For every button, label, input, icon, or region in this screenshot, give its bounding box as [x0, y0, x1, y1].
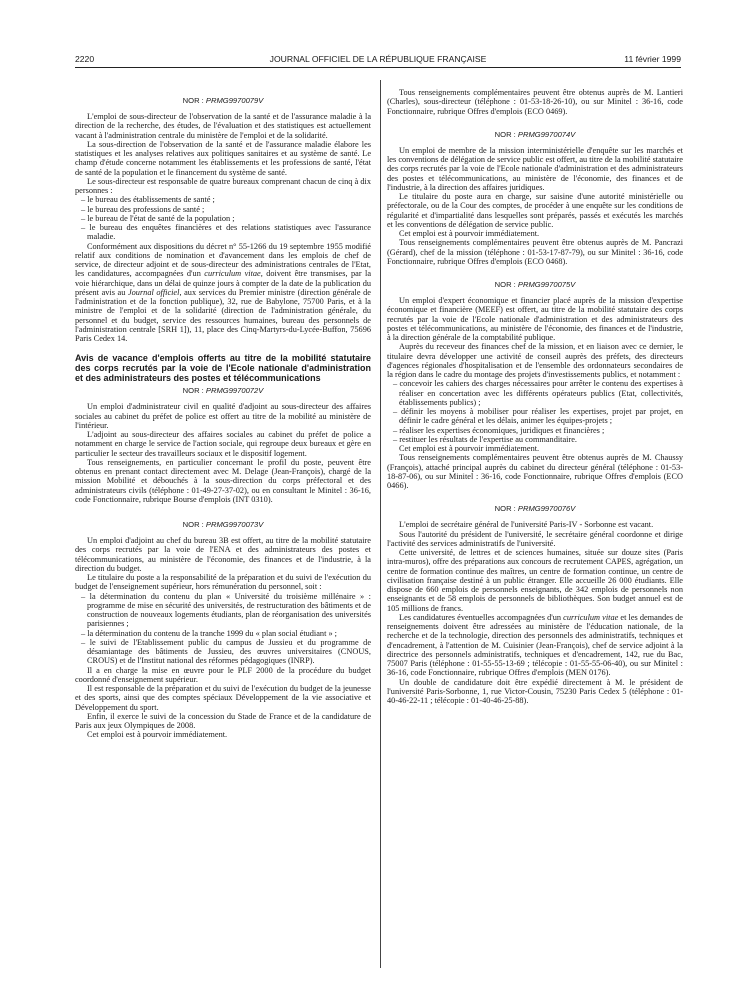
paragraph: Les candidatures éventuelles accompagnées d'un curriculum vitae et les demandes de renseignements doivent être adressées au ministère de l'éducation nationale, de la recherche et de la technologie, direction des personnels des administratifs, techniques et d'encadrement, à l'attention de M. Cuisinier (Jean-François), chef de service adjoint à la directrice des personnels administratifs, techniques et d'encadrement, 142, rue du Bac, 75007 Paris (téléphone : 01-55-55-13-69 ; télécopie : 01-55-55-06-40), ou sur Minitel : 36-16, code Fonctionnaire, rubrique Offres d'emplois (MEN 0176). — [387, 612, 683, 678]
paragraph: Il est responsable de la préparation et du suivi de l'exécution du budget de la jeunesse et des sports, ainsi que des comptes spéciaux Développement de la vie associative et Développement du sport. — [75, 684, 371, 712]
list-item: – concevoir les cahiers des charges nécessaires pour arrêter le contenu des expertises à réaliser en concertation avec les différents opérateurs publics (Etat, collectivités, établissements publics) ; — [393, 379, 683, 407]
paragraph: Tous renseignements complémentaires peuvent être obtenus auprès de M. Lantieri (Charles), sous-directeur (téléphone : 01-53-18-26-10), ou sur Minitel : 36-16, code Fonctionnaire, rubrique Offres d'emplois (ECO 0469). — [387, 88, 683, 116]
paragraph: Un emploi d'adjoint au chef du bureau 3B est offert, au titre de la mobilité statutaire des corps recrutés par la voie de l'ENA et des administrateurs des postes et télécommunications, au ministère de l'économie, des finances et de l'industrie, à la direction du budget. — [75, 536, 371, 573]
paragraph: Tous renseignements complémentaires peuvent être obtenus auprès de M. Pancrazi (Gérard), chef de la mission (téléphone : 01-53-17-87-79), ou sur Minitel : 36-16, code Fonctionnaire, rubrique Offres d'emplois (ECO 0468). — [387, 238, 683, 266]
paragraph: Sous l'autorité du président de l'université, le secrétaire général coordonne et dirige l'activité des services administratifs de l'université. — [387, 529, 683, 548]
list-item: – le bureau des enquêtes financières et des relations statistiques avec l'assurance maladie. — [81, 223, 371, 242]
issue-date: 11 février 1999 — [624, 54, 681, 64]
left-column — [75, 96, 371, 740]
paragraph: Enfin, il exerce le suivi de la concession du Stade de France et de la candidature de Paris aux jeux Olympiques de 2008. — [75, 711, 371, 730]
paragraph: Un emploi d'expert économique et financier placé auprès de la mission d'expertise économique et financière (MEEF) est offert, au titre de la mobilité statutaire des corps recrutés par la voie de l'Ecole nationale d'administration et des administrateurs des postes et télécommunications, au ministère de l'économie, des finances et de l'industrie, à la direction générale de la comptabilité publique. — [387, 296, 683, 342]
list-item: – définir les moyens à mobiliser pour réaliser les expertises, projet par projet, en définir le cadre général et les délais, animer les équipes-projets ; — [393, 407, 683, 426]
nor-reference: NOR : PRMG9970072V — [182, 386, 264, 396]
paragraph: L'adjoint au sous-directeur des affaires sociales au cabinet du préfet de police a notamment en charge le service de l'action sociale, qui regroupe deux bureaux et gère en particulier le secteur des travailleurs sociaux et le dispositif logement. — [75, 430, 371, 458]
journal-title: JOURNAL OFFICIEL DE LA RÉPUBLIQUE FRANÇAISE — [269, 54, 487, 64]
paragraph: Tous renseignements, en particulier concernant le profil du poste, peuvent être obtenus en prenant contact directement avec M. Delage (Jean-François), chargé de la mission Mobilité et débouchés à la sous-direction du corps préfectoral et des administrateurs civils (téléphone : 01-49-27-37-02), ou en consultant le Minitel : 36-16, code Fonctionnaire, rubrique Bourse d'emplois (INT 0310). — [75, 457, 371, 504]
paragraph: Un emploi de membre de la mission interministérielle d'enquête sur les marchés et les conventions de délégation de service public est offert, au titre de la mobilité statutaire des corps recrutés par la voie de l'Ecole nationale d'administration et des administrateurs des postes et télécommunications, au ministère de l'économie, des finances et de l'industrie, à la direction des affaires juridiques. — [387, 145, 683, 192]
nor-reference: NOR : PRMG9970074V — [494, 129, 576, 139]
list-item: – réaliser les expertises économiques, juridiques et financières ; — [393, 425, 605, 435]
section-title: Avis de vacance d'emplois offerts au titre de la mobilité statutaire des corps recrutés par la voie de l'Ecole nationale d'administration et des administrateurs des postes et télécommunications — [75, 353, 371, 384]
list-item: – la détermination du contenu du plan « Université du troisième millénaire » : programme de mise en sécurité des universités, de restructuration des bâtiments et de construction de nouveaux logements étudiants, plan de réorganisation des universités parisiennes ; — [81, 591, 371, 629]
task-list — [75, 592, 371, 666]
paragraph: Cet emploi est à pourvoir immédiatement. — [87, 730, 228, 740]
paragraph: L'emploi de sous-directeur de l'observation de la santé et de l'assurance maladie à la direction de la recherche, des études, de l'évaluation et des statistiques est actuellement vacant à l'administration centrale du ministère de l'emploi et de la solidarité. — [75, 112, 371, 140]
mission-list — [387, 379, 683, 444]
paragraph: Le sous-directeur est responsable de quatre bureaux comprenant chacun de cinq à dix personnes : — [75, 176, 371, 195]
paragraph: Cet emploi est à pourvoir immédiatement. — [399, 229, 540, 238]
paragraph: Le titulaire du poste aura en charge, sur saisine d'une autorité ministérielle ou préfectorale, ou de la Cour des comptes, de procéder à une enquête sur les conditions de régularité et d'impartialité dans lesquelles sont préparés, passés et exécutés les marchés et les conventions de délégation de service public. — [387, 192, 683, 229]
bureau-list — [75, 195, 371, 241]
paragraph: L'emploi de secrétaire général de l'université Paris-IV - Sorbonne est vacant. — [399, 520, 654, 530]
page-header — [75, 54, 681, 68]
paragraph: Tous renseignements complémentaires peuvent être obtenus auprès de M. Chaussy (François), attaché principal auprès du cabinet du directeur général (téléphone : 01-53-18-87-06), ou sur Minitel : 36-16, code Fonctionnaire, rubrique Offres d'emplois (ECO 0466). — [387, 453, 683, 490]
list-item: – le suivi de l'Etablissement public du campus de Jussieu et du programme de désamiantage des bâtiments de Jussieu, des œuvres universitaires (CNOUS, CROUS) et de l'Institut national des réformes pédagogiques (INRP). — [81, 637, 371, 666]
right-column — [387, 88, 683, 705]
nor-reference: NOR : PRMG9970079V — [182, 96, 264, 105]
column-divider — [380, 80, 381, 968]
list-item: – la détermination du contenu de la tranche 1999 du « plan social étudiant » ; — [81, 628, 337, 638]
list-item: – le bureau des professions de santé ; — [81, 204, 205, 214]
paragraph: Cette université, de lettres et de sciences humaines, située sur douze sites (Paris intra-muros), offre des préparations aux concours de recrutement CAPES, agrégation, un centre de formation continue des maîtres, un centre de formation continue, un centre de civilisation française destiné à un public étranger. Elle accueille 26 000 étudiants. Elle dispose de 660 emplois de personnels enseignants, de 342 emplois de personnels non enseignants et de 58 emplois de personnels de bibliothèques. Son budget annuel est de 105 millions de francs. — [387, 548, 683, 613]
nor-reference: NOR : PRMG9970073V — [182, 520, 264, 529]
nor-reference: NOR : PRMG9970075V — [494, 280, 576, 289]
nor-reference: NOR : PRMG9970076V — [494, 504, 576, 514]
paragraph: Cet emploi est à pourvoir immédiatement. — [399, 444, 540, 453]
paragraph: Auprès du receveur des finances chef de la mission, et en liaison avec ce dernier, le titulaire devra développer une activité de conseil auprès des préfets, des directeurs d'agences régionales d'hospitalisation et de l'ensemble des ordonnateurs secondaires de la région dans le cadre du montage des projets d'investissements publics, et notamment : — [387, 342, 683, 379]
list-item: – le bureau de l'état de santé de la population ; — [81, 213, 235, 223]
list-item: – le bureau des établissements de santé ; — [81, 195, 215, 205]
paragraph: Un double de candidature doit être expédié directement à M. le président de l'université Paris-Sorbonne, 1, rue Victor-Cousin, 75230 Paris Cedex 5 (téléphone : 01-40-46-22-11 ; télécopie : 01-40-46-25-88). — [387, 677, 683, 705]
paragraph: La sous-direction de l'observation de la santé et de l'assurance maladie élabore les statistiques et les analyses relatives aux politiques sanitaires et au système de santé. Le champ d'étude concerne notamment les établissements et les professions de santé, l'état de santé de la population et le financement du système de santé. — [75, 139, 371, 177]
list-item: – restituer les résultats de l'expertise au commanditaire. — [393, 434, 577, 444]
paragraph: Conformément aux dispositions du décret n° 55-1266 du 19 septembre 1955 modifié relatif aux conditions de nomination et d'avancement dans les emplois de chef de service, de directeur adjoint et de sous-directeur des administrations centrales de l'Etat, les candidatures, accompagnées d'un curriculum vitae, doivent être transmises, par la voie hiérarchique, dans un délai de quinze jours à compter de la date de la publication du présent avis au Journal officiel, aux services du Premier ministre (direction générale de l'administration et de la fonction publique), 32, rue de Babylone, 75700 Paris, et à la ministre de l'emploi et de la solidarité (direction de l'administration générale, du personnel et du budget, service des ressources humaines, bureau des personnels de l'administration centrale [SRH 1]), 11, place des Cinq-Martyrs-du-Lycée-Buffon, 75696 Paris Cedex 14. — [75, 241, 372, 343]
paragraph: Il a en charge la mise en œuvre pour le PLF 2000 de la procédure du budget coordonné d'enseignement supérieur. — [75, 665, 371, 684]
paragraph: Le titulaire du poste a la responsabilité de la préparation et du suivi de l'exécution du budget de l'enseignement supérieur, hors rémunération du personnel, soit : — [75, 573, 371, 592]
page-number: 2220 — [75, 54, 95, 64]
paragraph: Un emploi d'administrateur civil en qualité d'adjoint au sous-directeur des affaires sociales au cabinet du préfet de police est offert au titre de la mobilité au ministère de l'intérieur. — [75, 402, 371, 430]
